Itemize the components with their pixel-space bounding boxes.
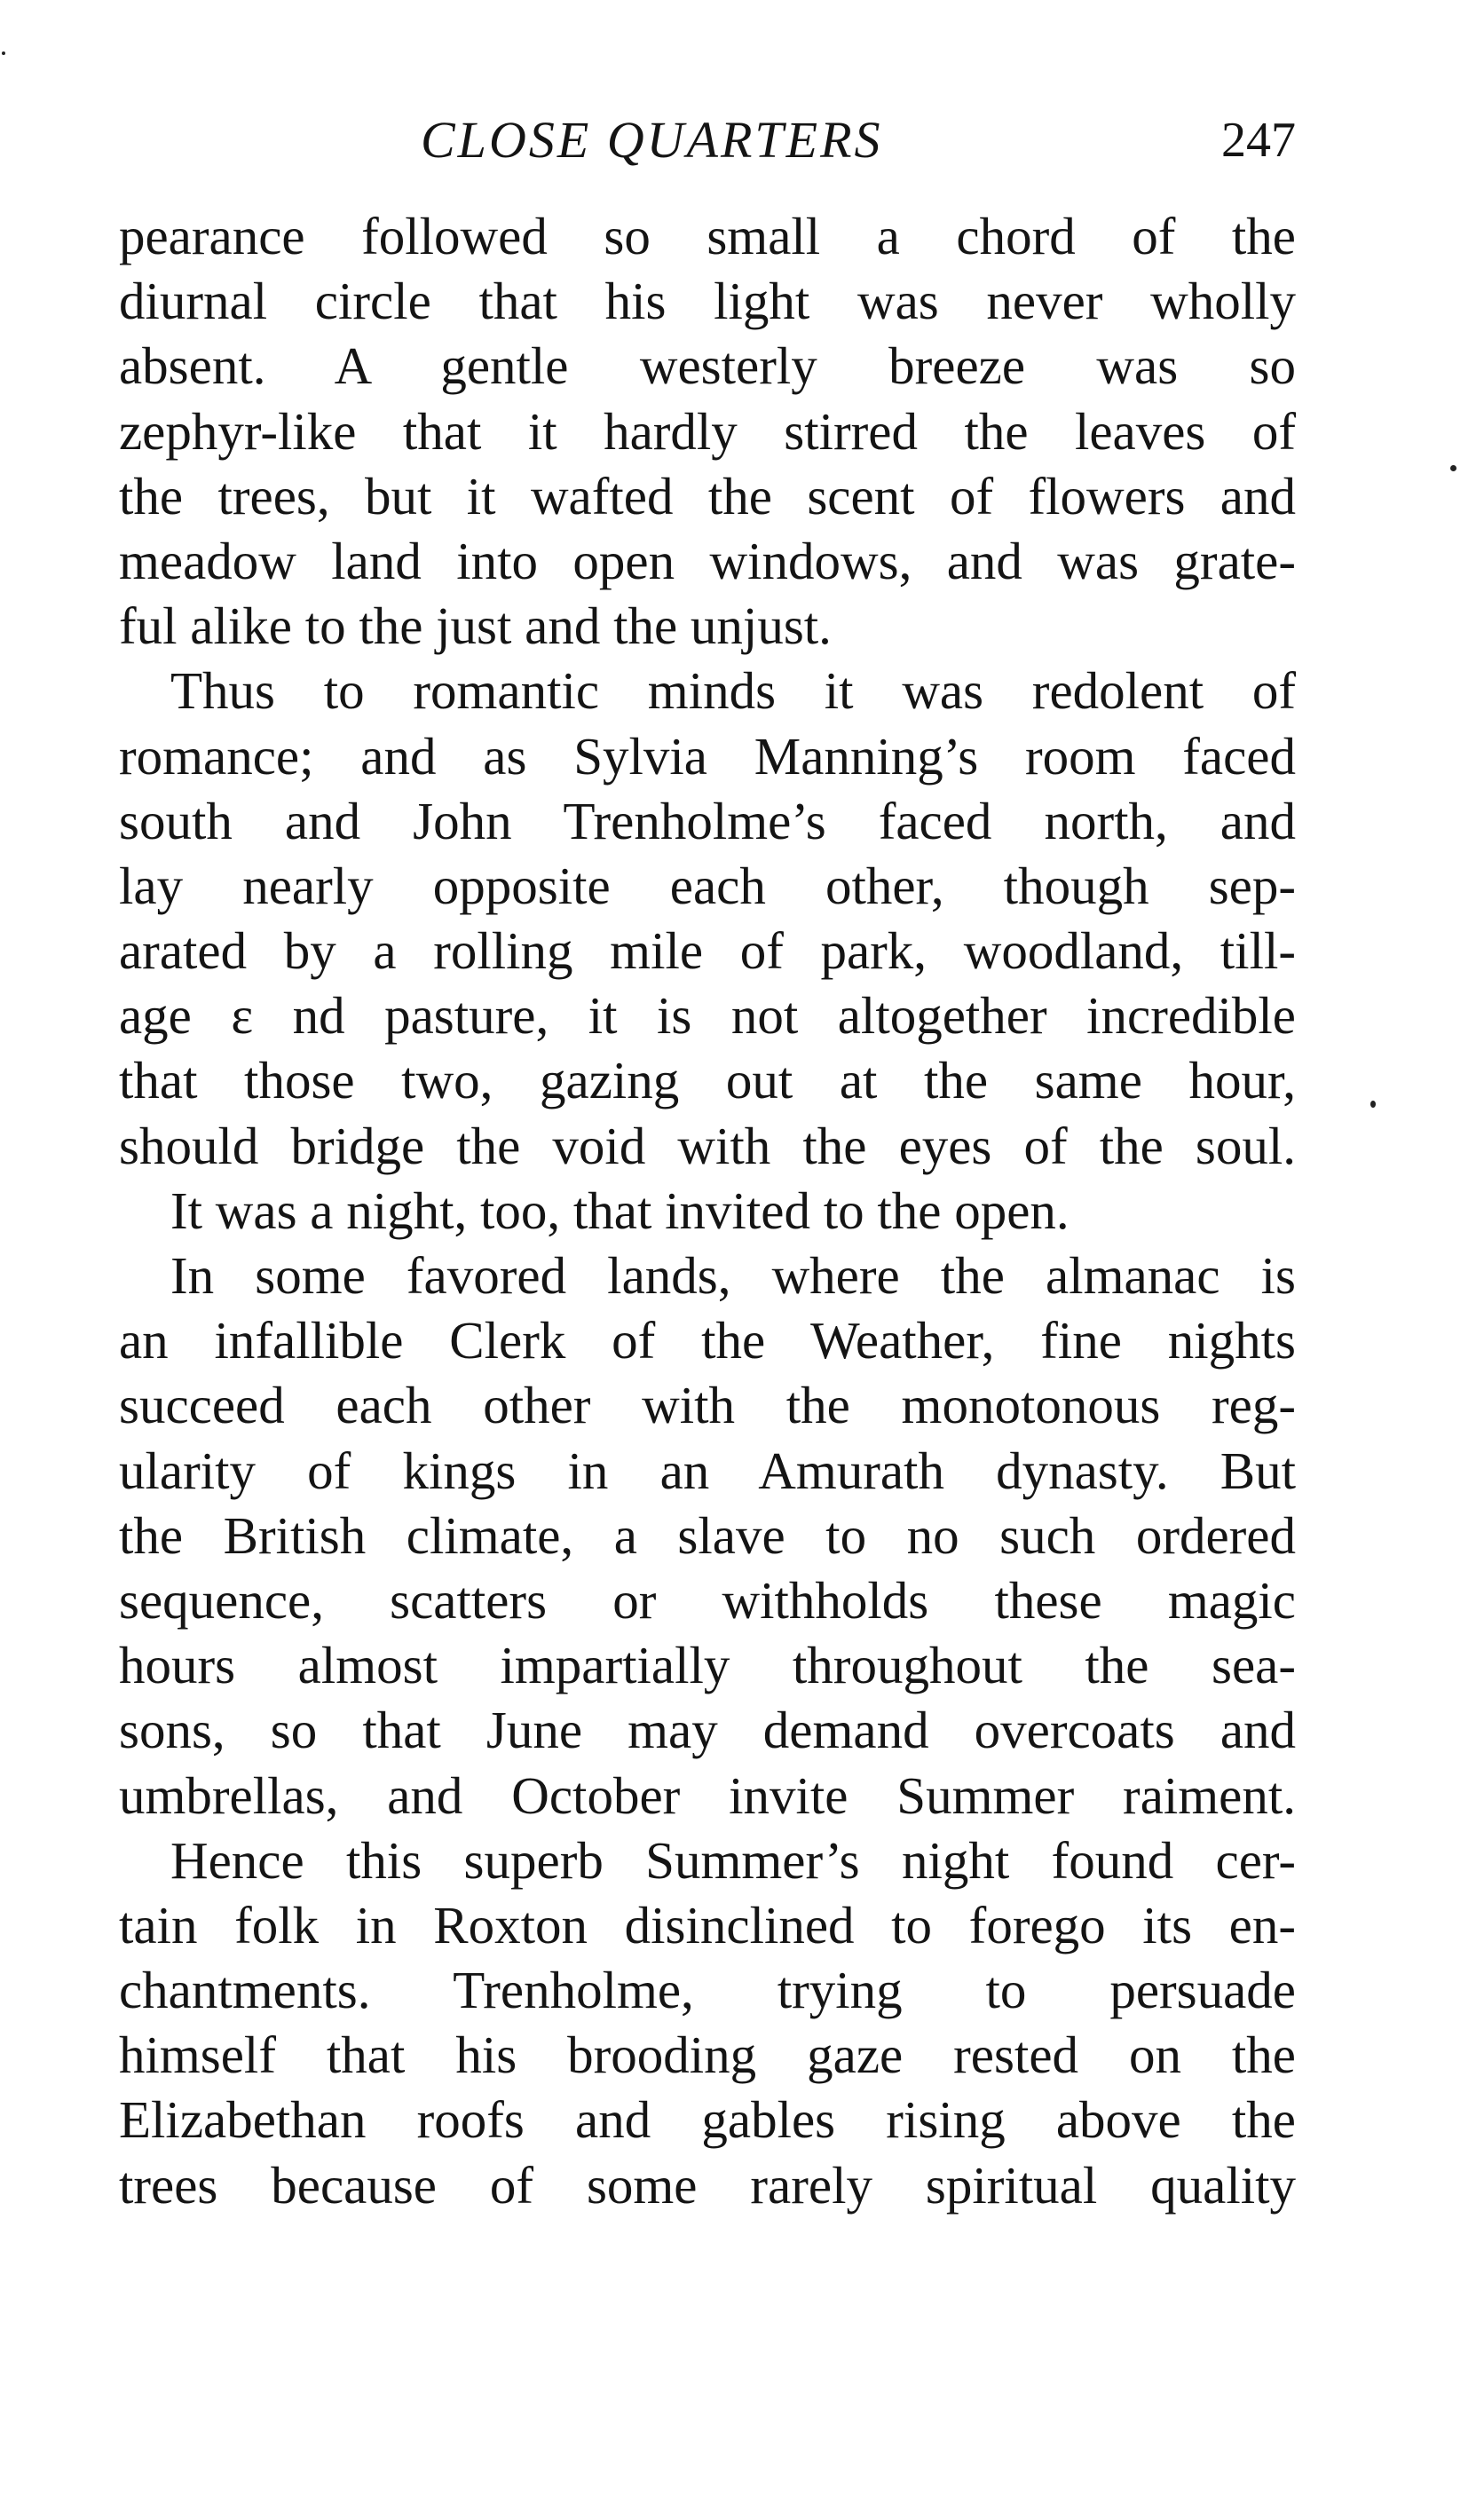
text-line: In some favored lands, where the almanac is [170,1246,1296,1305]
text-line: age ɛ nd pasture, it is not altogether incredible [119,986,1296,1046]
text-line: diurnal circle that his light was never wholly [119,272,1296,331]
text-line: the British climate, a slave to no such ordered [119,1505,1296,1565]
text-line: himself that his brooding gaze rested on the [119,2025,1296,2085]
text-line: trees because of some rarely spiritual quality [119,2155,1296,2215]
text-line: pearance followed so small a chord of the [119,207,1296,265]
text-line: should bridge the void with the eyes of the soul. [119,1116,1296,1175]
text-line: zephyr-like that it hardly stirred the leaves of [119,401,1296,461]
print-speck [2,51,5,55]
print-speck [1450,465,1456,471]
text-line: that those two, gazing out at the same hour, [119,1051,1296,1110]
text-line: umbrellas, and October invite Summer raiment. [119,1765,1296,1825]
page-number: 247 [1221,113,1296,168]
text-line: arated by a rolling mile of park, woodland, till- [119,921,1296,981]
print-speck [1370,1101,1376,1108]
text-line: sons, so that June may demand overcoats and [119,1701,1296,1760]
running-title: CLOSE QUARTERS [421,111,883,169]
text-line: meadow land into open windows, and was grate- [119,531,1296,590]
body-text [119,204,1296,2218]
text-line: romance; and as Sylvia Manning’s room faced [119,726,1296,786]
text-line: Thus to romantic minds it was redolent of [170,661,1296,721]
text-line: Hence this superb Summer’s night found cer- [170,1830,1296,1890]
text-line: hours almost impartially throughout the sea- [119,1636,1296,1695]
running-head [119,105,1296,176]
text-line: Elizabethan roofs and gables rising above the [119,2090,1296,2150]
text-line: ularity of kings in an Amurath dynasty. But [119,1441,1296,1500]
text-line: chantments. Trenholme, trying to persuade [119,1961,1296,2020]
text-line: an infallible Clerk of the Weather, fine nights [119,1311,1296,1370]
text-line: succeed each other with the monotonous reg- [119,1376,1296,1435]
text-line: the trees, but it wafted the scent of flowers and [119,466,1296,525]
text-line: south and John Trenholme’s faced north, and [119,791,1296,850]
text-line: absent. A gentle westerly breeze was so [119,336,1296,396]
text-line: sequence, scatters or withholds these magic [119,1570,1296,1630]
text-line: tain folk in Roxton disinclined to forego its en- [119,1895,1296,1954]
text-line: ful alike to the just and the unjust. [119,596,832,656]
text-line: lay nearly opposite each other, though sep- [119,856,1296,915]
text-line: It was a night, too, that invited to the open. [170,1181,1070,1240]
